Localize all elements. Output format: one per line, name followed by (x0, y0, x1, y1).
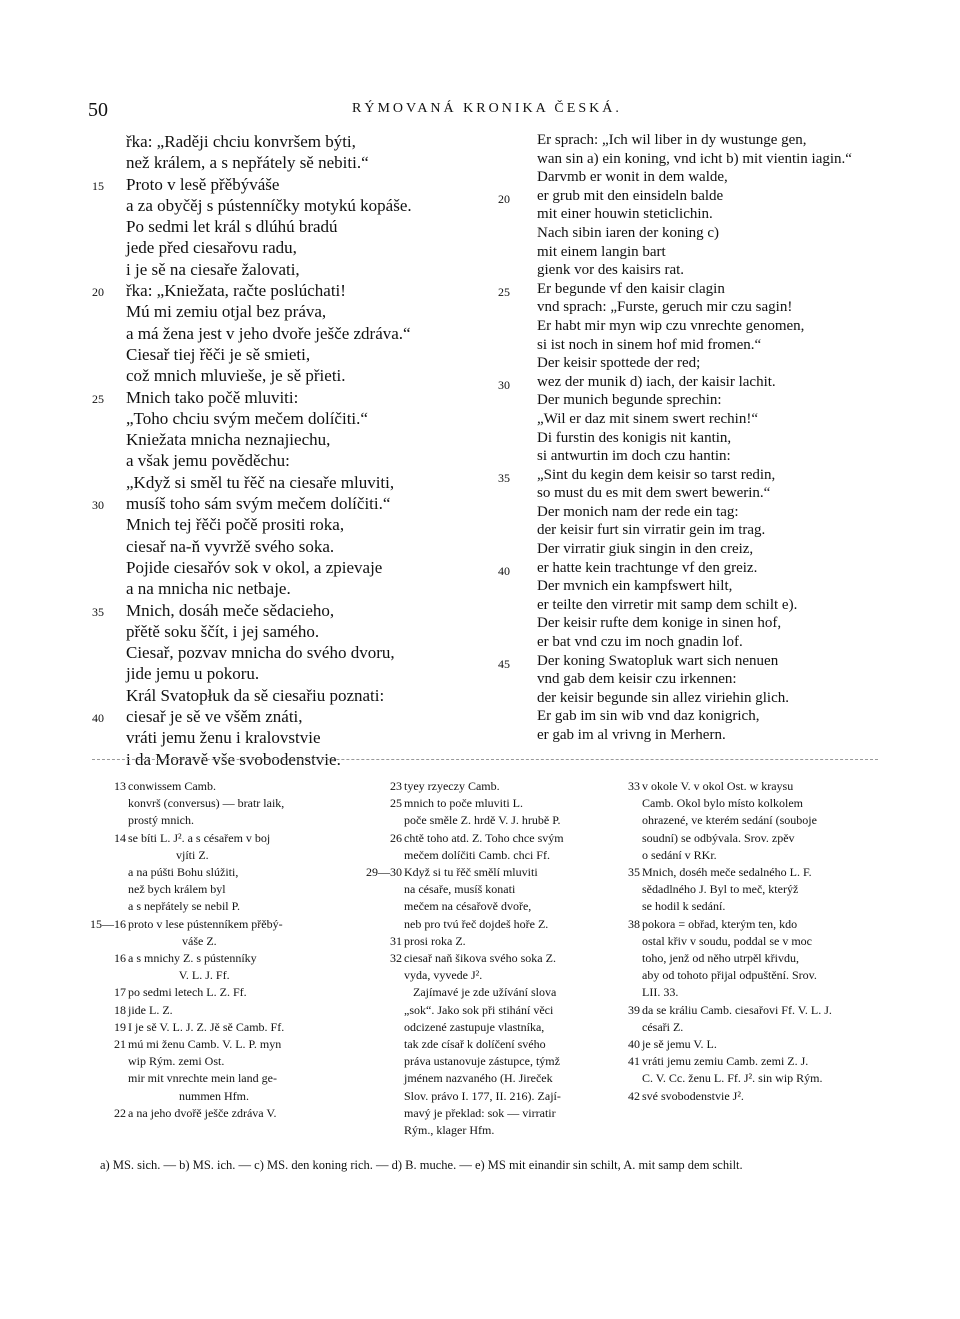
note-line-ref: 39 (628, 1002, 640, 1017)
note-text: v okole V. v okol Ost. w kraysu (642, 779, 794, 793)
verse-line: er bat vnd czu im noch gnadin lof. (537, 634, 743, 651)
verse-line: so must du es mit dem swert bewerin.“ (537, 485, 771, 502)
note-entry (128, 967, 358, 984)
note-entry (114, 1002, 358, 1019)
note-text: a na jeho dvořě ješče zdráva V. (128, 1105, 277, 1120)
verse-line: ciesař je sě ve všěm znáti, (126, 707, 303, 727)
verse-line: ciesař na-ň vyvržě svého soka. (126, 536, 335, 556)
verse-line: „Sint du kegin dem keisir so tarst redin, (537, 466, 776, 483)
verse-line: Der munich begunde sprechin: (537, 392, 722, 409)
note-text: po sedmi letech L. Z. Ff. (128, 985, 247, 1000)
note-line-ref: 26 (390, 830, 402, 845)
line-number: 25 (92, 391, 104, 406)
line-number: 30 (498, 377, 510, 392)
note-text: césaři Z. (642, 1019, 684, 1034)
note-entry (642, 950, 882, 967)
verse-line: si antwurtin im doch czu hantin: (537, 448, 731, 465)
note-entry (128, 795, 358, 812)
note-entry (404, 1105, 619, 1122)
note-text: proto v lese pústenníkem přěbý- (128, 916, 283, 931)
note-entry (390, 795, 619, 812)
note-entry (628, 916, 882, 933)
note-line-ref: 18 (114, 1002, 126, 1017)
note-text: o sedání v RKr. (642, 847, 717, 862)
note-line-ref: 25 (390, 796, 402, 811)
note-entry (390, 830, 619, 847)
verse-line: vnd sprach: „Furste, geruch mir czu sagin! (537, 299, 793, 316)
note-text: tak zde císař k dolíčení svého (404, 1037, 546, 1052)
verse-line: než králem, a s nepřátely sě nebiti.“ (126, 153, 369, 173)
note-text: vráti jemu zemiu Camb. zemi Z. J. (642, 1054, 809, 1069)
note-line-ref: 29—30 (366, 865, 402, 880)
line-number: 20 (92, 285, 104, 300)
note-entry (390, 950, 619, 967)
verse-line: což mnich mluvieše, je sě přieti. (126, 366, 346, 386)
verse-line: Er sprach: „Ich wil liber in dy wustunge gen, (537, 132, 807, 148)
note-text: da se králiu Camb. ciesařovi Ff. V. L. J. (642, 1002, 832, 1017)
verse-line: Der mvnich ein kampfswert hilt, (537, 578, 733, 595)
verse-line: Der monich nam der rede ein tag: (537, 503, 739, 520)
verse-line: přětě soku ščít, i jej samého. (126, 621, 320, 641)
note-line-ref: 16 (114, 951, 126, 966)
note-text: wip Rým. zemi Ost. (128, 1054, 225, 1069)
note-text: mir mit vnrechte mein land ge- (128, 1071, 277, 1086)
note-text: „sok“. Jako sok při stihání věci (404, 1002, 554, 1017)
note-entry (642, 898, 882, 915)
note-line-ref: 19 (114, 1019, 126, 1034)
verse-line: gienk vor des kaisirs rat. (537, 262, 685, 279)
verse-line: i da Moravě vše svobodenstvie. (126, 749, 341, 769)
verse-line: jede před ciesařovu radu, (126, 238, 297, 258)
note-entry (114, 950, 358, 967)
line-number: 20 (498, 191, 510, 206)
verse-line: Darvmb er wonit in dem walde, (537, 169, 728, 186)
note-entry (114, 984, 358, 1001)
note-entry (628, 1088, 882, 1105)
note-text: jide L. Z. (128, 1002, 173, 1017)
note-line-ref: 21 (114, 1037, 126, 1052)
note-entry (628, 1002, 882, 1019)
note-line-ref: 38 (628, 916, 640, 931)
line-number: 45 (498, 656, 510, 671)
note-text: poče směle Z. hrdě V. J. hrubě P. (404, 813, 561, 828)
note-text: mú mi ženu Camb. V. L. P. myn (128, 1037, 282, 1052)
line-number: 40 (92, 711, 104, 726)
notes-column-3 (628, 778, 882, 1105)
verse-line: Er begunde vf den kaisir clagin (537, 280, 725, 297)
note-entry (404, 1070, 619, 1087)
note-text: ciesař naň šikova svého soka Z. (404, 951, 556, 966)
note-text: sědadlného J. Byl to meč, kterýž (642, 882, 799, 897)
verse-line: Der virratir giuk singin in den creiz, (537, 541, 754, 558)
note-line-ref: 40 (628, 1037, 640, 1052)
note-entry (404, 984, 619, 1001)
note-text: mečem dolíčiti Camb. chci Ff. (404, 847, 550, 862)
note-entry (404, 812, 619, 829)
note-text: mečem na césařově dvoře, (404, 899, 532, 914)
verse-line: wan sin a) ein koning, vnd icht b) mit vientin iagin.“ (537, 150, 852, 167)
note-entry (642, 795, 882, 812)
note-text: než bych králem byl (128, 882, 226, 897)
note-entry (642, 847, 882, 864)
note-text: mavý je překlad: sok — virratir (404, 1105, 556, 1120)
note-line-ref: 32 (390, 951, 402, 966)
note-text: C. V. Cc. ženu L. Ff. J². sin wip Rým. (642, 1071, 823, 1086)
note-text: a s mnichy Z. s pústenníky (128, 951, 257, 966)
note-entry (404, 916, 619, 933)
note-text: pokora = obřad, kterým ten, kdo (642, 916, 798, 931)
verse-line: Der koning Swatopluk wart sich nenuen (537, 652, 779, 669)
verse-line: Nach sibin iaren der koning c) (537, 224, 720, 241)
verse-line: mit einem langin bart (537, 243, 666, 260)
line-number: 35 (92, 604, 104, 619)
note-entry (128, 812, 358, 829)
note-text: ohrazené, ve kterém sedání (souboje (642, 813, 817, 828)
note-text: Slov. právo I. 177, II. 216). Zají- (404, 1088, 561, 1103)
note-text: chtě toho atd. Z. Toho chce svým (404, 830, 564, 845)
note-line-ref: 22 (114, 1105, 126, 1120)
note-entry (390, 933, 619, 950)
verse-line: Mnich tej řěči počě prositi roka, (126, 515, 345, 535)
note-text: se bíti L. J². a s césařem v boj (128, 830, 271, 845)
verse-line: jide jemu u pokoru. (126, 664, 260, 684)
note-entry (128, 881, 358, 898)
note-text: neb pro tvú řeč dojdeš hoře Z. (404, 916, 549, 931)
note-text: prostý mnich. (128, 813, 194, 828)
note-entry (114, 778, 358, 795)
note-text: Když si tu řěč smělí mluviti (404, 865, 538, 880)
note-entry (404, 847, 619, 864)
note-text: odcizené zastupuje vlastníka, (404, 1019, 545, 1034)
note-entry (642, 1070, 882, 1087)
verse-line: er hatte kein trachtunge vf den greiz. (537, 559, 758, 576)
verse-line: musíš toho sám svým mečem dolíčiti.“ (126, 494, 391, 514)
note-text: aby od tohoto přijal odpuštění. Srov. (642, 968, 817, 983)
note-text: práva ustanovuje zástupce, týmž (404, 1054, 560, 1069)
note-entry (128, 1088, 358, 1105)
notes-column-2 (366, 778, 619, 1139)
note-entry (628, 864, 882, 881)
verse-line: Mú mi zemiu otjal bez práva, (126, 302, 327, 322)
note-entry (128, 898, 358, 915)
note-entry (404, 1088, 619, 1105)
verse-line: a na mnicha nic netbaje. (126, 579, 291, 599)
note-text: prosi roka Z. (404, 933, 466, 948)
note-entry (404, 881, 619, 898)
verse-line: Mnich, dosáh meče sědacieho, (126, 600, 335, 620)
verse-line: er grub mit den einsideln balde (537, 187, 724, 204)
note-text: se hodil k sedání. (642, 899, 726, 914)
note-entry (642, 984, 882, 1001)
note-line-ref: 15—16 (90, 916, 126, 931)
verse-line: a za obyčěj s pústenníčky motykú kopáše. (126, 195, 412, 215)
footnote: a) MS. sich. — b) MS. ich. — c) MS. den koning rich. — d) B. muche. — e) MS mit einandir sin schilt, A. mit samp dem schilt. (100, 1158, 743, 1172)
verse-line: Pojide ciesařóv sok v okol, a zpievaje (126, 557, 383, 577)
verse-line: a však jemu pověděchu: (126, 451, 290, 471)
verse-line: Di furstin des konigis nit kantin, (537, 429, 732, 446)
verse-line: Ciesař, pozvav mnicha do svého dvoru, (126, 643, 395, 663)
note-text: váše Z. (128, 933, 217, 948)
verse-line: Er gab im sin wib vnd daz konigrich, (537, 708, 760, 725)
verse-line: i je sě na ciesaře žalovati, (126, 259, 300, 279)
note-text: I je sě V. L. J. Z. Jě sě Camb. Ff. (128, 1019, 285, 1034)
verse-line: si ist noch in sinem hof mid fromen.“ (537, 336, 762, 353)
line-number: 25 (498, 284, 510, 299)
line-number: 35 (498, 470, 510, 485)
note-entry (404, 1122, 619, 1139)
note-text: Rým., klager Hfm. (404, 1123, 495, 1138)
note-entry (128, 1053, 358, 1070)
note-entry (404, 1036, 619, 1053)
note-text: LII. 33. (642, 985, 679, 1000)
note-entry (114, 1036, 358, 1053)
running-title: RÝMOVANÁ KRONIKA ČESKÁ. (352, 101, 622, 116)
note-line-ref: 35 (628, 865, 640, 880)
verse-line: vráti jemu ženu i kralovstvie (126, 728, 321, 748)
verse-line: „Toho chciu svým mečem dolíčiti.“ (126, 408, 368, 428)
verse-line: Kniežata mnicha neznajiechu, (126, 430, 331, 450)
note-text: vyda, vyvede J². (404, 968, 483, 983)
german-verse-column (537, 131, 852, 745)
note-entry (128, 1070, 358, 1087)
note-entry (404, 898, 619, 915)
note-text: toho, jenž od něho utrpěl křivdu, (642, 951, 799, 966)
note-entry (404, 1002, 619, 1019)
page-number: 50 (88, 99, 108, 121)
verse-line: mit einer houwin steticlichin. (537, 206, 713, 223)
verse-line: wez der munik d) iach, der kaisir lachit. (537, 373, 776, 390)
verse-line: řka: „Kniežata, račte poslúchati! (126, 281, 346, 301)
note-entry (628, 1036, 882, 1053)
line-number: 30 (92, 498, 104, 513)
note-line-ref: 23 (390, 779, 402, 793)
note-entry (628, 778, 882, 795)
note-entry (404, 967, 619, 984)
verse-line: Er habt mir myn wip czu vnrechte genomen, (537, 317, 805, 334)
verse-line: Proto v lesě přěbýváše (126, 174, 280, 194)
verse-line: Ciesař tiej řěči je sě smieti, (126, 344, 311, 364)
note-text: je sě jemu V. L. (642, 1037, 717, 1052)
note-entry (642, 881, 882, 898)
verse-line: Král Svatopłuk da sě ciesařiu poznati: (126, 685, 385, 705)
note-text: Camb. Okol bylo místo kolkolem (642, 796, 803, 811)
czech-verse-column (126, 131, 412, 770)
note-text: Mnich, doséh meče sedalného L. F. (642, 865, 812, 880)
note-text: na césaře, musíš konati (404, 882, 516, 897)
note-line-ref: 14 (114, 830, 126, 845)
note-entry (642, 967, 882, 984)
verse-line: der keisir furt sin virratir gein im trag. (537, 522, 766, 539)
note-line-ref: 33 (628, 779, 640, 793)
verse-line: Der keisir spottede der red; (537, 355, 701, 372)
note-entry (128, 847, 358, 864)
note-text: vjíti Z. (128, 847, 209, 862)
verse-line: er teilte den virretir mit samp dem schilt e). (537, 596, 798, 613)
note-text: conwissem Camb. (128, 779, 216, 793)
notes-separator (92, 759, 878, 760)
note-line-ref: 42 (628, 1088, 640, 1103)
note-entry (390, 778, 619, 795)
note-entry (366, 864, 619, 881)
note-line-ref: 17 (114, 985, 126, 1000)
note-text: ostal křiv v soudu, poddal se v moc (642, 933, 812, 948)
line-number: 40 (498, 563, 510, 578)
note-line-ref: 13 (114, 779, 126, 793)
verse-line: vnd gab dem keisir czu irkennen: (537, 671, 737, 688)
note-entry (128, 933, 358, 950)
note-text: tyey rzyeczy Camb. (404, 779, 500, 793)
note-entry (128, 864, 358, 881)
verse-line: er gab im al vrivng in Merhern. (537, 727, 726, 743)
note-entry (642, 933, 882, 950)
verse-line: „Wil er daz mit sinem swert rechin!“ (537, 410, 758, 427)
verse-line: der keisir begunde sin allez viriehin glich. (537, 689, 790, 706)
verse-line: a má žena jest v jeho dvoře ješče zdráva.“ (126, 323, 411, 343)
note-entry (642, 812, 882, 829)
note-line-ref: 31 (390, 933, 402, 948)
verse-line: „Když si směl tu řěč na ciesaře mluviti, (126, 472, 395, 492)
note-entry (114, 1105, 358, 1122)
note-entry (642, 830, 882, 847)
note-text: konvrš (conversus) — bratr laik, (128, 796, 285, 811)
note-text: V. L. J. Ff. (128, 968, 230, 983)
note-text: mnich to poče mluviti L. (404, 796, 523, 811)
note-entry (114, 1019, 358, 1036)
line-number: 15 (92, 178, 104, 193)
note-entry (404, 1019, 619, 1036)
note-text: nummen Hfm. (128, 1088, 249, 1103)
note-line-ref: 41 (628, 1054, 640, 1069)
note-entry (628, 1053, 882, 1070)
verse-line: řka: „Raději chciu konvršem býti, (126, 132, 356, 151)
notes-column-1 (90, 778, 358, 1122)
note-entry (90, 916, 358, 933)
note-entry (642, 1019, 882, 1036)
note-text: a na púšti Bohu slúžiti, (128, 865, 239, 880)
note-entry (404, 1053, 619, 1070)
verse-line: Mnich tako počě mluviti: (126, 387, 299, 407)
note-text: soudní) se odbývala. Srov. zpěv (642, 830, 795, 845)
verse-line: Der keisir rufte dem konige in sinen hof, (537, 615, 782, 632)
note-text: a s nepřátely se nebil P. (128, 899, 240, 914)
verse-line: Po sedmi let král s dlúhú bradú (126, 217, 338, 237)
note-text: jménem nazvaného (H. Jireček (404, 1071, 553, 1086)
note-text: Zajímavé je zde užívání slova (404, 985, 557, 1000)
note-entry (114, 830, 358, 847)
note-text: své svobodenstvie J². (642, 1088, 744, 1103)
